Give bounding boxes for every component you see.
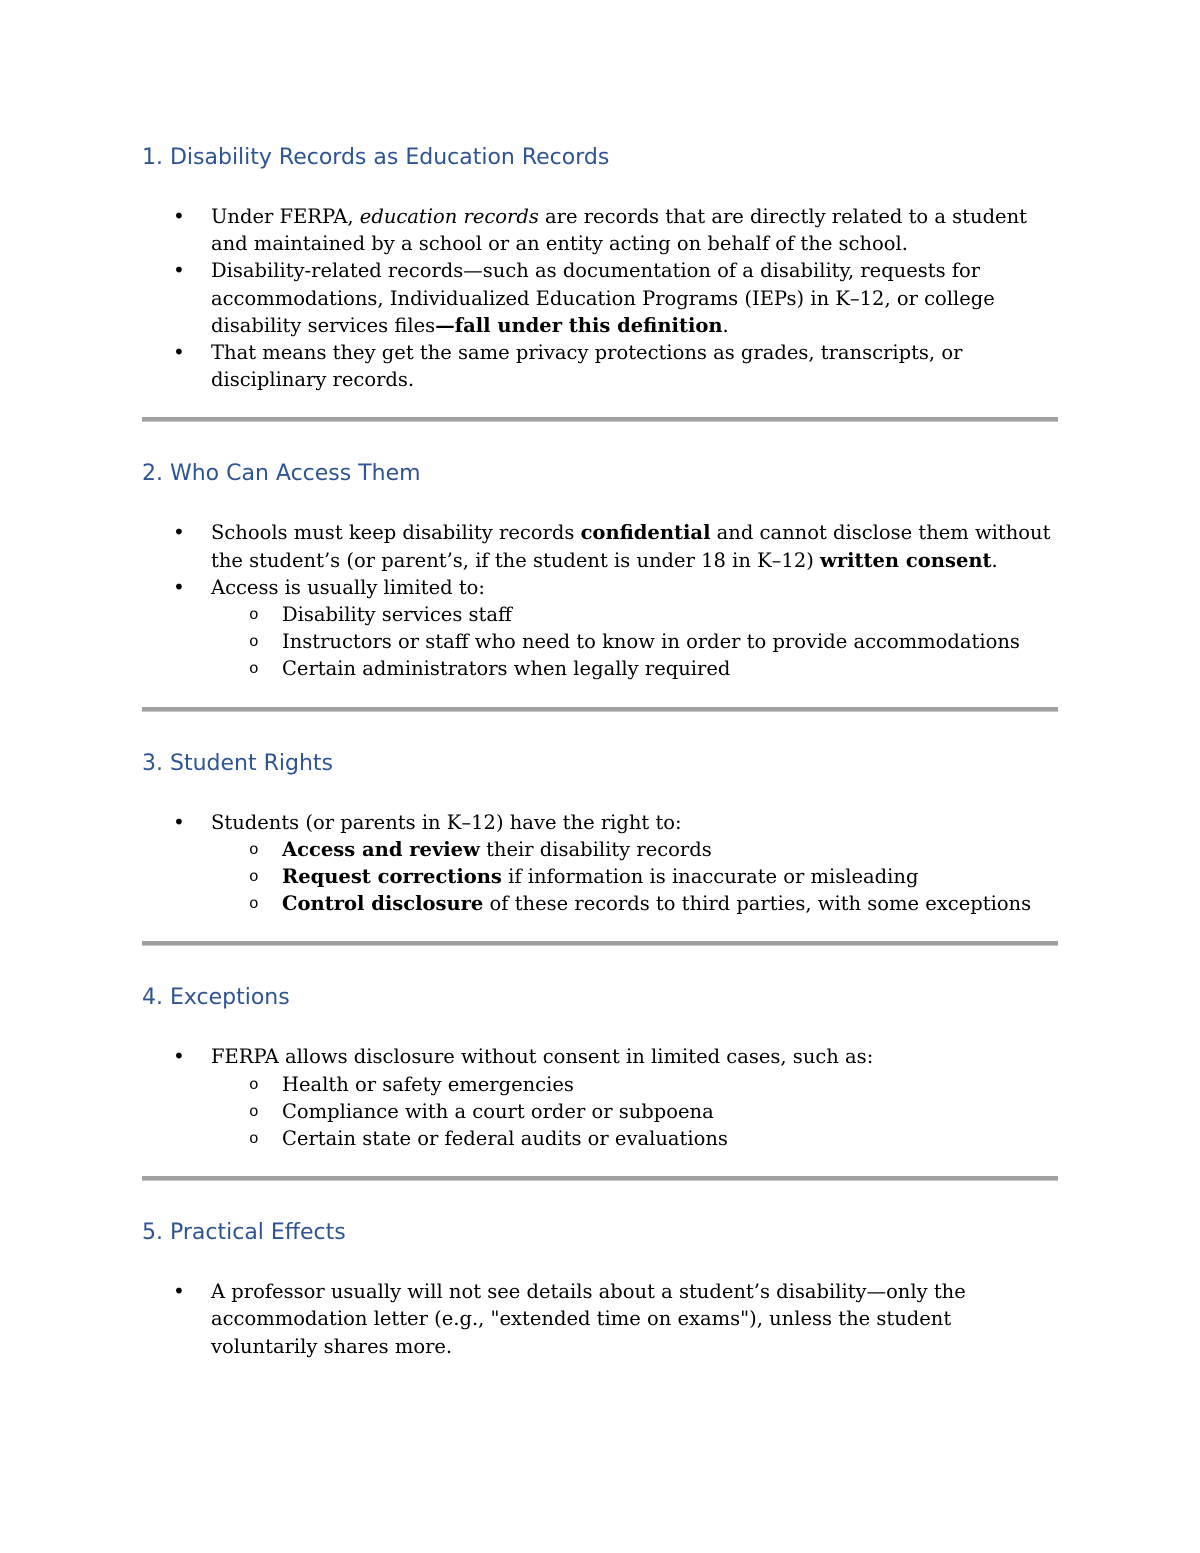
sub-list xyxy=(211,601,1058,683)
list-item: • That means they get the same privacy protections as grades, transcripts, or disciplinary records. xyxy=(142,339,1058,393)
section-exceptions xyxy=(142,980,1058,1152)
section-practical-effects xyxy=(142,1215,1058,1360)
section-heading: 4. Exceptions xyxy=(142,985,290,1011)
section-heading: 3. Student Rights xyxy=(142,750,333,776)
sub-list-item: o Access and review their disability records xyxy=(142,836,1058,863)
list-item: • Disability-related records—such as documentation of a disability, requests for accommodations, Individualized Education Programs (IEPs) in K–12, or college disability services files—fall under this definition. xyxy=(142,257,1058,339)
list-item: • Access is usually limited to: o Disability services staff o Instructors or staff who need to know in order to provide accommodations o Certain administrators when legally required xyxy=(142,574,1058,683)
bullet-list xyxy=(142,203,1058,393)
sub-list-item: o Control disclosure of these records to third parties, with some exceptions xyxy=(142,890,1058,917)
sub-list-item: o Instructors or staff who need to know in order to provide accommodations xyxy=(142,628,1058,655)
sub-list-item: o Disability services staff xyxy=(142,601,1058,628)
list-item: • FERPA allows disclosure without consent in limited cases, such as: o Health or safety emergencies o Compliance with a court order or subpoena o Certain state or federal audits or evaluations xyxy=(142,1043,1058,1152)
sub-list-item: o Certain administrators when legally required xyxy=(142,655,1058,682)
sub-list-item: o Health or safety emergencies xyxy=(142,1071,1058,1098)
list-item: • Schools must keep disability records confidential and cannot disclose them without the student’s (or parent’s, if the student is under 18 in K–12) written consent. xyxy=(142,519,1058,573)
section-heading: 1. Disability Records as Education Records xyxy=(142,145,610,170)
horizontal-rule xyxy=(142,707,1058,712)
section-disability-records xyxy=(142,140,1058,393)
section-who-can-access xyxy=(142,456,1058,682)
list-item: • A professor usually will not see details about a student’s disability—only the accommodation letter (e.g., "extended time on exams"), unless the student voluntarily shares more. xyxy=(142,1278,1058,1360)
horizontal-rule xyxy=(142,941,1058,946)
sub-list-item: o Request corrections if information is inaccurate or misleading xyxy=(142,863,1058,890)
sub-list xyxy=(211,1071,1058,1153)
bullet-list xyxy=(142,809,1058,918)
horizontal-rule xyxy=(142,1176,1058,1181)
bullet-list xyxy=(142,1043,1058,1152)
list-item: • Under FERPA, education records are records that are directly related to a student and maintained by a school or an entity acting on behalf of the school. xyxy=(142,203,1058,257)
sub-list-item: o Compliance with a court order or subpoena xyxy=(142,1098,1058,1125)
sub-list-item: o Certain state or federal audits or evaluations xyxy=(142,1125,1058,1152)
section-student-rights xyxy=(142,746,1058,918)
horizontal-rule xyxy=(142,417,1058,422)
section-heading: 5. Practical Effects xyxy=(142,1220,346,1246)
bullet-list xyxy=(142,1278,1058,1360)
sub-list xyxy=(211,836,1058,918)
list-item: • Students (or parents in K–12) have the right to: o Access and review their disability records o Request corrections if information is inaccurate or misleading o Control disclosure of these records to third parties, with some exceptions xyxy=(142,809,1058,918)
section-heading: 2. Who Can Access Them xyxy=(142,461,421,487)
document-page xyxy=(142,140,1058,1360)
bullet-list xyxy=(142,519,1058,682)
